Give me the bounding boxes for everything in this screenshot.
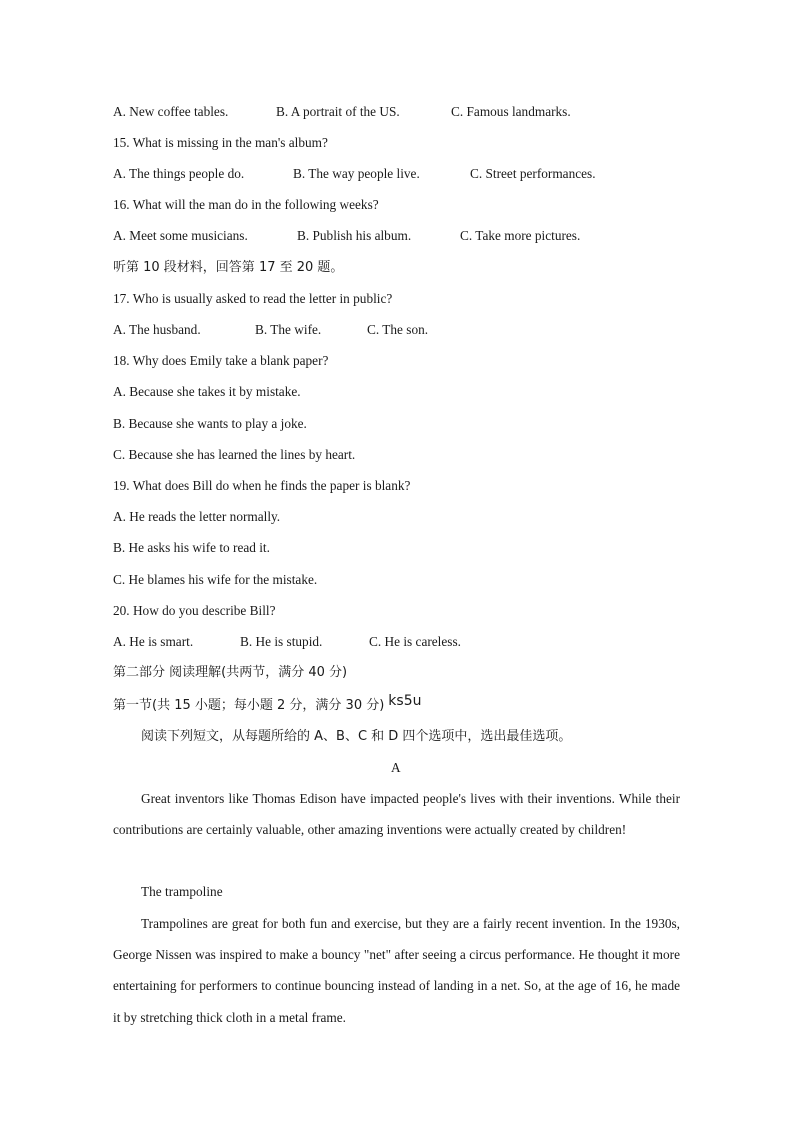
q18-option-b: B. Because she wants to play a joke.	[113, 416, 307, 431]
q19-question: 19. What does Bill do when he finds the paper is blank?	[113, 478, 411, 493]
q15-option-c: C. Street performances.	[470, 166, 596, 181]
reading-instructions: 阅读下列短文，从每题所给的 A、B、C 和 D 四个选项中，选出最佳选项。	[141, 729, 572, 744]
section-10-heading: 听第 10 段材料，回答第 17 至 20 题。	[113, 260, 344, 275]
section-1-heading	[113, 693, 422, 714]
q16-option-b: B. Publish his album.	[297, 228, 412, 243]
q20-option-a: A. He is smart.	[113, 634, 194, 649]
q17-question: 17. Who is usually asked to read the letter in public?	[113, 291, 393, 306]
q15-option-b: B. The way people live.	[293, 166, 420, 181]
q18-question: 18. Why does Emily take a blank paper?	[113, 353, 329, 368]
passage-subtitle: The trampoline	[141, 884, 223, 899]
q15-option-a: A. The things people do.	[113, 166, 245, 181]
q19-option-c: C. He blames his wife for the mistake.	[113, 572, 318, 587]
q20-question: 20. How do you describe Bill?	[113, 603, 276, 618]
q16-question: 16. What will the man do in the following weeks?	[113, 197, 379, 212]
q17-option-a: A. The husband.	[113, 322, 201, 337]
q16-option-a: A. Meet some musicians.	[113, 228, 248, 243]
q18-option-c: C. Because she has learned the lines by heart.	[113, 447, 356, 462]
part-2-heading: 第二部分 阅读理解(共两节，满分 40 分)	[113, 665, 348, 680]
section-1-text: 第一节(共 15 小题；每小题 2 分，满分 30 分)	[113, 698, 385, 713]
passage-body: Trampolines are great for both fun and exercise, but they are a fairly recent invention. In the 1930s, George Nissen was inspired to make a bouncy "net" after seeing a circus performance. He thought it more entertaining for performers to continue bouncing instead of landing in a net. So, at the age of 16, he made it by stretching thick cloth in a metal frame.	[113, 916, 680, 1025]
q17-option-b: B. The wife.	[255, 322, 322, 337]
q18-option-a: A. Because she takes it by mistake.	[113, 384, 301, 399]
q19-option-a: A. He reads the letter normally.	[113, 509, 281, 524]
q20-option-c: C. He is careless.	[369, 634, 461, 649]
q14-option-b: B. A portrait of the US.	[276, 104, 400, 119]
q16-option-c: C. Take more pictures.	[460, 228, 581, 243]
q15-question: 15. What is missing in the man's album?	[113, 135, 328, 150]
q14-option-a: A. New coffee tables.	[113, 104, 229, 119]
watermark-text: ks5u	[388, 693, 422, 709]
passage-letter: A	[391, 760, 401, 775]
passage-intro: Great inventors like Thomas Edison have impacted people's lives with their inventions. While their contributions are certainly valuable, other amazing inventions were actually created by children!	[113, 791, 680, 838]
q19-option-b: B. He asks his wife to read it.	[113, 540, 270, 555]
q20-option-b: B. He is stupid.	[240, 634, 323, 649]
q17-option-c: C. The son.	[367, 322, 429, 337]
q14-option-c: C. Famous landmarks.	[451, 104, 571, 119]
